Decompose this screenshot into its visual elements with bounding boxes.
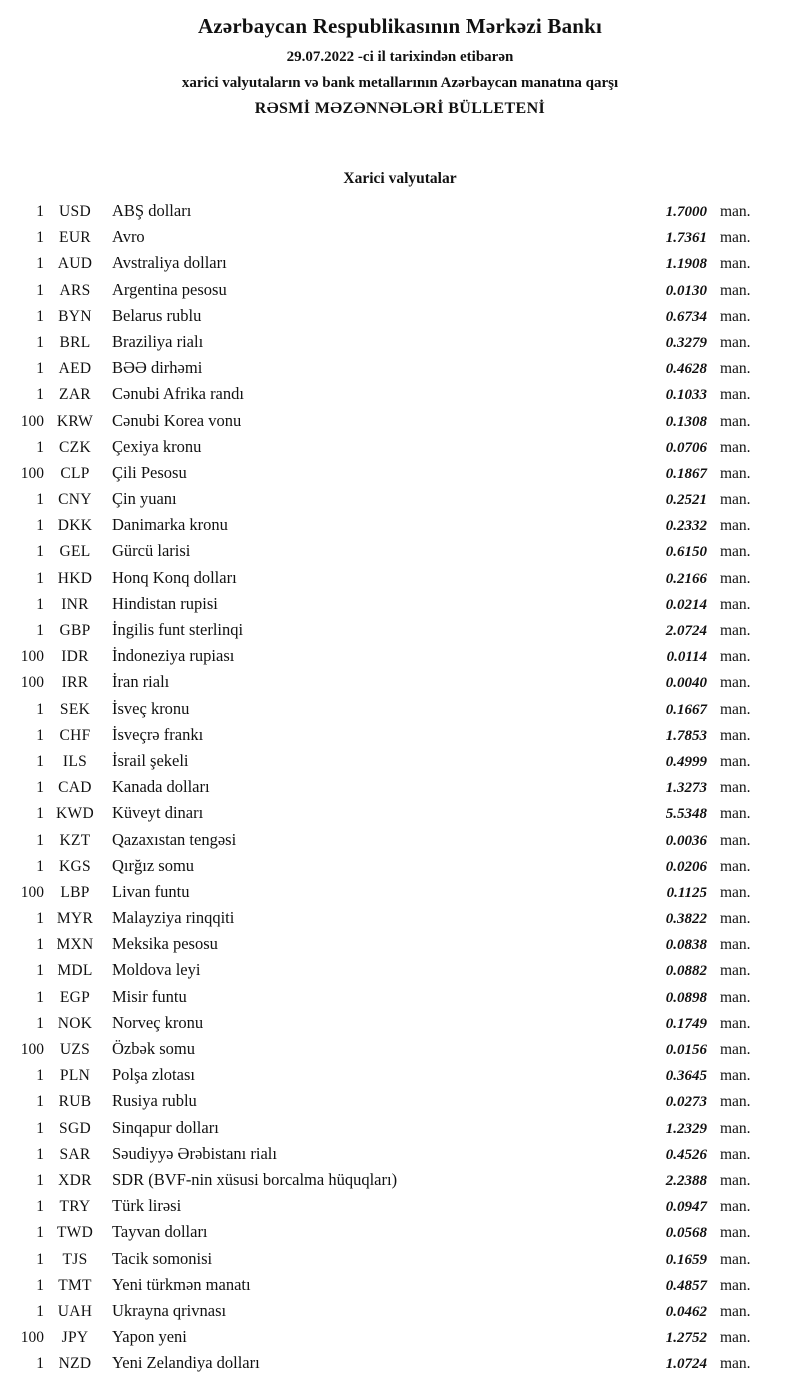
currency-name: İsveç kronu xyxy=(112,698,190,718)
rate-row xyxy=(8,1115,772,1141)
rate-row xyxy=(8,329,772,355)
rate-value: 0.0273 xyxy=(665,1094,707,1111)
currency-code: HKD xyxy=(57,569,93,587)
rate-value: 1.3273 xyxy=(665,780,707,797)
document-header xyxy=(0,14,800,118)
rate-unit: man. xyxy=(720,726,751,744)
rate-quantity: 1 xyxy=(36,203,44,220)
rates-table-body xyxy=(0,198,800,1376)
rate-quantity: 1 xyxy=(36,936,44,954)
currency-name: Cənubi Korea vonu xyxy=(112,410,242,430)
rate-quantity: 1 xyxy=(36,779,44,797)
rate-unit: man. xyxy=(720,229,751,247)
currency-code: USD xyxy=(59,203,91,220)
currency-code: BRL xyxy=(59,333,91,351)
rate-unit: man. xyxy=(720,962,751,980)
rate-unit: man. xyxy=(720,1329,751,1347)
currency-code: IRR xyxy=(61,674,89,692)
currency-code: ZAR xyxy=(59,386,91,404)
rate-unit: man. xyxy=(720,1355,751,1373)
currency-name: Honq Konq dolları xyxy=(112,567,237,587)
rate-quantity: 1 xyxy=(36,229,44,247)
currency-name: İngilis funt sterlinqi xyxy=(112,620,244,639)
currency-name: Türk lirəsi xyxy=(112,1196,182,1216)
section-title-foreign-currencies: Xarici valyutalar xyxy=(343,170,457,187)
currency-code: MYR xyxy=(56,910,94,928)
currency-name: Çin yuanı xyxy=(112,489,177,509)
currency-name: Yeni türkmən manatı xyxy=(112,1274,251,1294)
currency-code: EGP xyxy=(59,988,91,1006)
rate-value: 0.0838 xyxy=(665,937,707,954)
currency-name: Yapon yeni xyxy=(112,1327,187,1347)
rate-quantity: 100 xyxy=(20,674,44,692)
rate-quantity: 1 xyxy=(36,857,44,875)
rate-row xyxy=(8,1062,772,1088)
currency-code: TWD xyxy=(56,1224,94,1242)
rate-value: 2.2388 xyxy=(665,1172,707,1189)
rate-unit: man. xyxy=(720,1198,751,1216)
currency-name: Çili Pesosu xyxy=(112,462,187,482)
rate-unit: man. xyxy=(720,307,751,325)
rate-value: 0.0130 xyxy=(665,282,707,299)
rate-value: 0.6150 xyxy=(665,544,707,561)
bulletin-title-line: RƏSMİ MƏZƏNNƏLƏRİ BÜLLETENİ xyxy=(254,100,546,117)
rate-row xyxy=(8,827,772,853)
rate-quantity: 1 xyxy=(36,988,44,1006)
currency-code: XDR xyxy=(58,1171,92,1189)
currency-name: İran rialı xyxy=(112,672,170,692)
rate-value: 0.1125 xyxy=(666,884,707,901)
currency-code: CLP xyxy=(60,464,90,482)
currency-code: TMT xyxy=(58,1276,92,1294)
currency-name: Norveç kronu xyxy=(112,1012,204,1032)
rate-value: 0.2521 xyxy=(665,492,707,509)
rate-value: 1.0724 xyxy=(665,1356,707,1373)
rate-row xyxy=(8,722,772,748)
currency-code: TJS xyxy=(62,1250,88,1268)
currency-code: UAH xyxy=(57,1302,93,1320)
currency-code: AUD xyxy=(57,255,93,273)
rate-unit: man. xyxy=(720,360,751,378)
rate-value: 0.3645 xyxy=(665,1068,707,1085)
rate-row xyxy=(8,696,772,722)
currency-code: PLN xyxy=(59,1067,91,1085)
currency-code: KGS xyxy=(59,857,91,875)
rate-value: 1.2752 xyxy=(665,1330,707,1347)
rate-row xyxy=(8,957,772,983)
rate-unit: man. xyxy=(720,648,751,666)
rate-unit: man. xyxy=(720,543,751,561)
rate-unit: man. xyxy=(720,333,751,351)
rate-unit: man. xyxy=(720,386,751,404)
rate-unit: man. xyxy=(720,1041,751,1058)
rate-row xyxy=(8,277,772,303)
rate-quantity: 1 xyxy=(36,1093,44,1111)
currency-code: MDL xyxy=(57,962,93,980)
rate-quantity: 1 xyxy=(36,491,44,509)
rate-quantity: 1 xyxy=(36,569,44,587)
subject-line: xarici valyutaların və bank metallarının Azərbaycan manatına qarşı xyxy=(181,75,619,91)
rate-row xyxy=(8,1010,772,1036)
currency-name: Qazaxıstan tengəsi xyxy=(112,829,237,849)
currency-name: Polşa zlotası xyxy=(112,1065,195,1085)
rate-row xyxy=(8,879,772,905)
currency-name: ABŞ dolları xyxy=(112,201,192,220)
rate-quantity: 1 xyxy=(36,333,44,351)
currency-code: ILS xyxy=(62,752,88,770)
rate-quantity: 1 xyxy=(36,700,44,718)
rate-value: 0.4857 xyxy=(665,1277,707,1294)
currency-code: MXN xyxy=(56,936,94,954)
rate-value: 0.1033 xyxy=(665,387,707,404)
rate-value: 0.4999 xyxy=(665,753,707,770)
rate-row xyxy=(8,1219,772,1245)
rate-quantity: 100 xyxy=(20,464,44,482)
rate-value: 0.3279 xyxy=(665,334,707,351)
currency-name: Meksika pesosu xyxy=(112,934,218,954)
rate-row xyxy=(8,1350,772,1376)
rate-unit: man. xyxy=(720,910,751,928)
rate-value: 0.0036 xyxy=(665,832,707,849)
rate-row xyxy=(8,853,772,879)
rate-value: 0.1659 xyxy=(665,1251,707,1268)
currency-name: Avro xyxy=(112,227,145,247)
rate-row xyxy=(8,643,772,669)
rate-value: 0.2166 xyxy=(665,570,707,587)
rate-quantity: 100 xyxy=(20,1041,44,1058)
rate-unit: man. xyxy=(720,883,751,901)
currency-name: Ukrayna qrivnası xyxy=(112,1300,227,1320)
currency-name: İsrail şekeli xyxy=(112,750,189,770)
rate-unit: man. xyxy=(720,1067,751,1085)
rate-row xyxy=(8,565,772,591)
rate-row xyxy=(8,512,772,538)
rate-value: 1.7000 xyxy=(665,204,707,220)
rate-unit: man. xyxy=(720,988,751,1006)
currency-code: CHF xyxy=(59,726,91,744)
currency-name: İndoneziya rupiası xyxy=(112,646,235,666)
rate-unit: man. xyxy=(720,622,751,639)
currency-name: Sinqapur dolları xyxy=(112,1117,219,1137)
currency-name: İsveçrə frankı xyxy=(112,724,204,744)
rate-quantity: 1 xyxy=(36,438,44,456)
rate-unit: man. xyxy=(720,831,751,849)
rate-unit: man. xyxy=(720,255,751,273)
rate-quantity: 1 xyxy=(36,1145,44,1163)
rate-row xyxy=(8,931,772,957)
rate-row xyxy=(8,250,772,276)
rate-row xyxy=(8,434,772,460)
rate-row xyxy=(8,617,772,643)
rate-value: 0.0947 xyxy=(665,1199,707,1216)
rate-quantity: 1 xyxy=(36,1302,44,1320)
rate-value: 1.2329 xyxy=(665,1120,707,1137)
rate-row xyxy=(8,408,772,434)
rate-row xyxy=(8,1036,772,1062)
rate-unit: man. xyxy=(720,752,751,770)
rate-unit: man. xyxy=(720,595,751,613)
rate-value: 0.0882 xyxy=(665,963,707,980)
currency-name: Səudiyyə Ərəbistanı rialı xyxy=(112,1143,277,1163)
rate-unit: man. xyxy=(720,1171,751,1189)
rate-quantity: 1 xyxy=(36,726,44,744)
currency-code: SEK xyxy=(59,700,91,718)
rate-value: 0.6734 xyxy=(665,308,707,325)
rate-row xyxy=(8,1272,772,1298)
currency-code: CNY xyxy=(58,491,92,509)
rate-unit: man. xyxy=(720,281,751,299)
rate-row xyxy=(8,800,772,826)
rate-unit: man. xyxy=(720,779,751,797)
rate-unit: man. xyxy=(720,412,751,430)
currency-name: Kanada dolları xyxy=(112,777,210,797)
rate-row xyxy=(8,355,772,381)
rate-value: 0.0114 xyxy=(666,649,707,666)
currency-name: Rusiya rublu xyxy=(112,1091,197,1111)
rate-unit: man. xyxy=(720,936,751,954)
rate-unit: man. xyxy=(720,517,751,535)
currency-code: GEL xyxy=(59,543,91,561)
currency-code: SAR xyxy=(59,1145,91,1163)
effective-date-line: 29.07.2022 -ci il tarixindən etibarən xyxy=(286,49,514,65)
rate-row xyxy=(8,224,772,250)
currency-name: Argentina pesosu xyxy=(112,279,227,299)
currency-code: NOK xyxy=(57,1014,93,1032)
currency-code: TRY xyxy=(59,1198,91,1216)
rate-row xyxy=(8,984,772,1010)
rate-row xyxy=(8,748,772,774)
currency-code: KWD xyxy=(56,805,94,823)
rate-quantity: 1 xyxy=(36,386,44,404)
rate-quantity: 1 xyxy=(36,752,44,770)
rate-value: 5.5348 xyxy=(665,806,707,823)
rate-value: 0.4628 xyxy=(665,361,707,378)
rate-value: 1.7361 xyxy=(665,230,707,247)
rate-value: 0.1867 xyxy=(665,465,707,482)
currency-name: Tayvan dolları xyxy=(112,1222,208,1242)
currency-code: CAD xyxy=(58,779,92,797)
rate-quantity: 1 xyxy=(36,910,44,928)
currency-code: LBP xyxy=(60,883,90,901)
currency-code: KRW xyxy=(56,412,94,430)
currency-code: RUB xyxy=(58,1093,92,1111)
rate-value: 0.1749 xyxy=(665,1015,707,1032)
currency-code: GBP xyxy=(59,622,91,639)
currency-code: UZS xyxy=(59,1041,91,1058)
currency-code: NZD xyxy=(58,1355,92,1373)
rate-quantity: 1 xyxy=(36,595,44,613)
rate-quantity: 1 xyxy=(36,543,44,561)
rate-value: 0.0568 xyxy=(665,1225,707,1242)
currency-name: Malayziya rinqqiti xyxy=(112,908,235,928)
currency-name: Yeni Zelandiya dolları xyxy=(112,1353,260,1373)
currency-name: Gürcü larisi xyxy=(112,541,191,561)
rate-row xyxy=(8,538,772,564)
currency-code: JPY xyxy=(61,1329,89,1347)
rate-row xyxy=(8,774,772,800)
rate-value: 0.3822 xyxy=(665,911,707,928)
rate-row xyxy=(8,381,772,407)
rate-unit: man. xyxy=(720,464,751,482)
currency-name: SDR (BVF-nin xüsusi borcalma hüquqları) xyxy=(112,1169,398,1189)
rate-unit: man. xyxy=(720,491,751,509)
rate-quantity: 1 xyxy=(36,1355,44,1373)
rate-unit: man. xyxy=(720,857,751,875)
page-title: Azərbaycan Respublikasının Mərkəzi Bankı xyxy=(197,14,603,38)
rate-quantity: 1 xyxy=(36,1171,44,1189)
rate-value: 0.0040 xyxy=(665,675,707,692)
rate-quantity: 1 xyxy=(36,1014,44,1032)
rate-quantity: 1 xyxy=(36,1198,44,1216)
currency-name: Tacik somonisi xyxy=(112,1248,213,1268)
rate-row xyxy=(8,486,772,512)
rate-value: 0.4526 xyxy=(665,1146,707,1163)
currency-name: Belarus rublu xyxy=(112,305,202,325)
rate-quantity: 1 xyxy=(36,962,44,980)
rate-value: 1.1908 xyxy=(665,256,707,273)
rate-row xyxy=(8,1193,772,1219)
rate-value: 0.0706 xyxy=(665,439,707,456)
rate-row xyxy=(8,1141,772,1167)
currency-code: CZK xyxy=(59,438,91,456)
currency-code: INR xyxy=(61,595,89,613)
currency-code: SGD xyxy=(59,1119,91,1137)
rate-row xyxy=(8,591,772,617)
rate-value: 0.0156 xyxy=(665,1042,707,1058)
rate-value: 0.1308 xyxy=(665,413,707,430)
currency-name: Cənubi Afrika randı xyxy=(112,384,244,404)
rate-unit: man. xyxy=(720,1014,751,1032)
rate-row xyxy=(8,1167,772,1193)
currency-name: BƏƏ dirhəmi xyxy=(112,358,203,378)
rate-unit: man. xyxy=(720,1224,751,1242)
rate-quantity: 100 xyxy=(20,412,44,430)
currency-name: Avstraliya dolları xyxy=(112,253,227,273)
rate-quantity: 1 xyxy=(36,1119,44,1137)
rate-row xyxy=(8,1088,772,1114)
currency-code: KZT xyxy=(59,831,91,849)
rate-unit: man. xyxy=(720,1276,751,1294)
currency-name: Özbək somu xyxy=(112,1039,195,1058)
currency-code: EUR xyxy=(59,229,91,247)
currency-name: Misir funtu xyxy=(112,986,187,1006)
rate-row xyxy=(8,669,772,695)
rate-quantity: 1 xyxy=(36,255,44,273)
currency-name: Moldova leyi xyxy=(112,960,201,980)
rate-row xyxy=(8,198,772,224)
rate-quantity: 1 xyxy=(36,1250,44,1268)
rate-row xyxy=(8,460,772,486)
rate-value: 0.0898 xyxy=(665,989,707,1006)
rate-row xyxy=(8,1298,772,1324)
rate-unit: man. xyxy=(720,674,751,692)
rate-quantity: 1 xyxy=(36,1276,44,1294)
currency-code: IDR xyxy=(61,648,89,666)
rate-row xyxy=(8,905,772,931)
currency-code: AED xyxy=(58,360,92,378)
rate-quantity: 1 xyxy=(36,622,44,639)
rate-quantity: 1 xyxy=(36,307,44,325)
currency-name: Qırğız somu xyxy=(112,855,195,875)
rate-quantity: 1 xyxy=(36,1224,44,1242)
rate-unit: man. xyxy=(720,1302,751,1320)
currency-name: Braziliya rialı xyxy=(112,331,204,351)
rate-value: 0.2332 xyxy=(665,518,707,535)
rate-row xyxy=(8,1246,772,1272)
rate-quantity: 100 xyxy=(20,1329,44,1347)
rate-unit: man. xyxy=(720,203,751,220)
rate-value: 2.0724 xyxy=(665,623,707,639)
currency-name: Hindistan rupisi xyxy=(112,593,218,613)
rate-quantity: 1 xyxy=(36,805,44,823)
rate-unit: man. xyxy=(720,1119,751,1137)
rate-quantity: 1 xyxy=(36,517,44,535)
rate-quantity: 100 xyxy=(20,883,44,901)
currency-name: Livan funtu xyxy=(112,881,190,901)
rate-quantity: 1 xyxy=(36,1067,44,1085)
rate-unit: man. xyxy=(720,569,751,587)
rate-quantity: 1 xyxy=(36,360,44,378)
rate-unit: man. xyxy=(720,700,751,718)
rate-row xyxy=(8,1324,772,1350)
currency-name: Çexiya kronu xyxy=(112,436,202,456)
rate-quantity: 1 xyxy=(36,831,44,849)
rate-value: 1.7853 xyxy=(665,727,707,744)
rate-value: 0.0462 xyxy=(665,1303,707,1320)
currency-code: DKK xyxy=(57,517,93,535)
currency-code: BYN xyxy=(58,307,92,325)
rate-value: 0.0214 xyxy=(665,596,707,613)
currency-code: ARS xyxy=(59,281,91,299)
currency-name: Küveyt dinarı xyxy=(112,803,204,823)
rate-unit: man. xyxy=(720,805,751,823)
rate-unit: man. xyxy=(720,1093,751,1111)
rate-quantity: 1 xyxy=(36,281,44,299)
rate-unit: man. xyxy=(720,1250,751,1268)
rate-value: 0.1667 xyxy=(665,701,707,718)
rate-row xyxy=(8,303,772,329)
rate-unit: man. xyxy=(720,1145,751,1163)
rate-unit: man. xyxy=(720,438,751,456)
rate-quantity: 100 xyxy=(20,648,44,666)
rate-value: 0.0206 xyxy=(665,858,707,875)
currency-name: Danimarka kronu xyxy=(112,515,228,535)
